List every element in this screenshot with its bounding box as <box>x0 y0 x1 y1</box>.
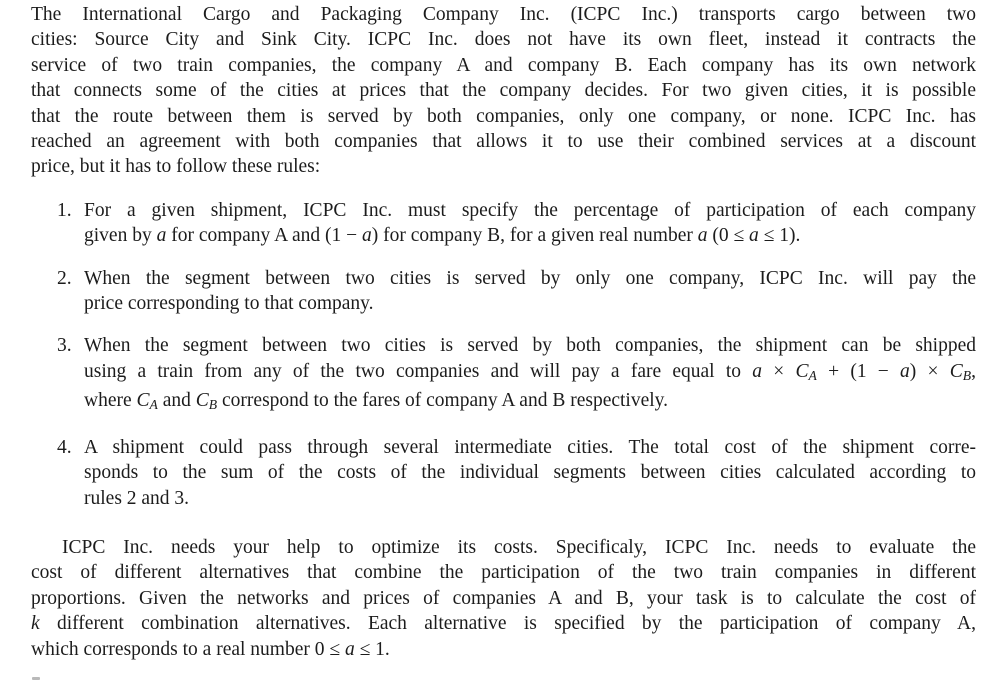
text-run: + (1 − <box>816 360 901 382</box>
text-line <box>84 198 976 223</box>
text-line <box>84 460 976 485</box>
text-run: rules 2 and 3. <box>84 487 190 509</box>
list-item <box>31 333 976 417</box>
text-run: ) × <box>909 360 950 382</box>
text-line <box>84 333 976 358</box>
text-run: price corresponding to that company. <box>84 293 374 315</box>
math-variable: C <box>136 390 150 412</box>
list-item <box>31 198 976 249</box>
text-line <box>31 2 976 27</box>
text-run: given by <box>84 225 157 247</box>
list-item-number: 4. <box>57 436 72 458</box>
text-run: service of two train companies, the company A and company B. Each company has its own network <box>31 54 976 76</box>
math-variable: a <box>749 225 759 247</box>
text-run: ≤ 1). <box>758 225 801 247</box>
text-run: correspond to the fares of company A and B respectively. <box>217 390 669 412</box>
text-line <box>31 129 976 154</box>
text-run: different combination alternatives. Each alternative is specified by the participation of company A, <box>39 613 976 635</box>
text-run: When the segment between two cities is served by both companies, the shipment can be shipped <box>84 335 976 357</box>
math-subscript: A <box>808 367 817 383</box>
text-line <box>84 435 976 460</box>
text-line <box>31 78 976 103</box>
text-run: for company A and (1 − <box>166 225 362 247</box>
text-line <box>84 486 976 511</box>
text-run: The International Cargo and Packaging Company Inc. (ICPC Inc.) transports cargo between two <box>31 4 976 25</box>
text-run: For a given shipment, ICPC Inc. must specify the percentage of participation of each company <box>84 199 976 221</box>
text-run: ) for company B, for a given real number <box>371 225 698 247</box>
text-run: price, but it has to follow these rules: <box>31 156 321 178</box>
text-run: , <box>971 360 977 382</box>
math-variable: C <box>795 360 809 382</box>
text-run: and <box>157 390 196 412</box>
text-run: × <box>762 360 796 382</box>
list-item <box>31 435 976 511</box>
text-line <box>31 560 976 585</box>
list-item <box>31 266 976 317</box>
math-subscript: A <box>149 397 158 413</box>
math-variable: a <box>752 360 762 382</box>
text-run: which corresponds to a real number 0 ≤ <box>31 638 345 660</box>
paragraph <box>31 535 976 662</box>
text-line <box>84 266 976 291</box>
text-run: that connects some of the cities at prices that the company decides. For two given cities, it is possible <box>31 80 976 102</box>
text-run: cost of different alternatives that combine the participation of the two train companies in different <box>31 562 976 584</box>
text-line <box>31 637 976 662</box>
text-line <box>31 535 976 560</box>
text-line <box>31 53 976 78</box>
text-run: that the route between them is served by both companies, only one company, or none. ICPC Inc. has <box>31 105 976 127</box>
list-item-number: 2. <box>57 267 72 289</box>
paragraph <box>31 2 976 180</box>
text-run: cities: Source City and Sink City. ICPC Inc. does not have its own fleet, instead it contracts the <box>31 29 976 51</box>
math-variable: a <box>344 638 355 660</box>
math-variable: a <box>156 225 167 247</box>
math-variable: C <box>949 360 963 382</box>
text-line <box>84 359 976 388</box>
cropped-next-line-fragment <box>32 677 40 680</box>
list-item-number: 3. <box>57 335 72 357</box>
text-line <box>84 388 976 417</box>
math-subscript: B <box>962 367 972 383</box>
text-line <box>31 27 976 52</box>
math-variable: k <box>31 613 40 635</box>
math-variable: a <box>900 360 910 382</box>
text-line <box>31 154 976 179</box>
math-subscript: B <box>208 397 218 413</box>
text-run: proportions. Given the networks and prices of companies A and B, your task is to calculate the cost of <box>31 587 976 609</box>
text-run: ICPC Inc. needs your help to optimize its costs. Specificaly, ICPC Inc. needs to evaluate the <box>62 536 976 558</box>
text-line <box>31 611 976 636</box>
text-run: reached an agreement with both companies that allows it to use their combined services at a discount <box>31 131 976 153</box>
text-line <box>84 223 976 248</box>
math-variable: a <box>697 225 708 247</box>
text-run: When the segment between two cities is served by only one company, ICPC Inc. will pay the <box>84 267 976 289</box>
list-item-number: 1. <box>57 199 72 221</box>
text-run: A shipment could pass through several intermediate cities. The total cost of the shipment corre- <box>84 436 976 458</box>
text-run: ≤ 1. <box>354 638 390 660</box>
text-run: using a train from any of the two companies and will pay a fare equal to <box>84 360 753 382</box>
text-run: sponds to the sum of the costs of the individual segments between cities calculated according to <box>84 462 976 484</box>
text-line <box>84 291 976 316</box>
text-run: where <box>84 390 137 412</box>
document-body <box>31 2 976 662</box>
text-line <box>31 586 976 611</box>
math-variable: a <box>362 225 372 247</box>
math-variable: C <box>195 390 209 412</box>
text-line <box>31 104 976 129</box>
text-run: (0 ≤ <box>707 225 750 247</box>
